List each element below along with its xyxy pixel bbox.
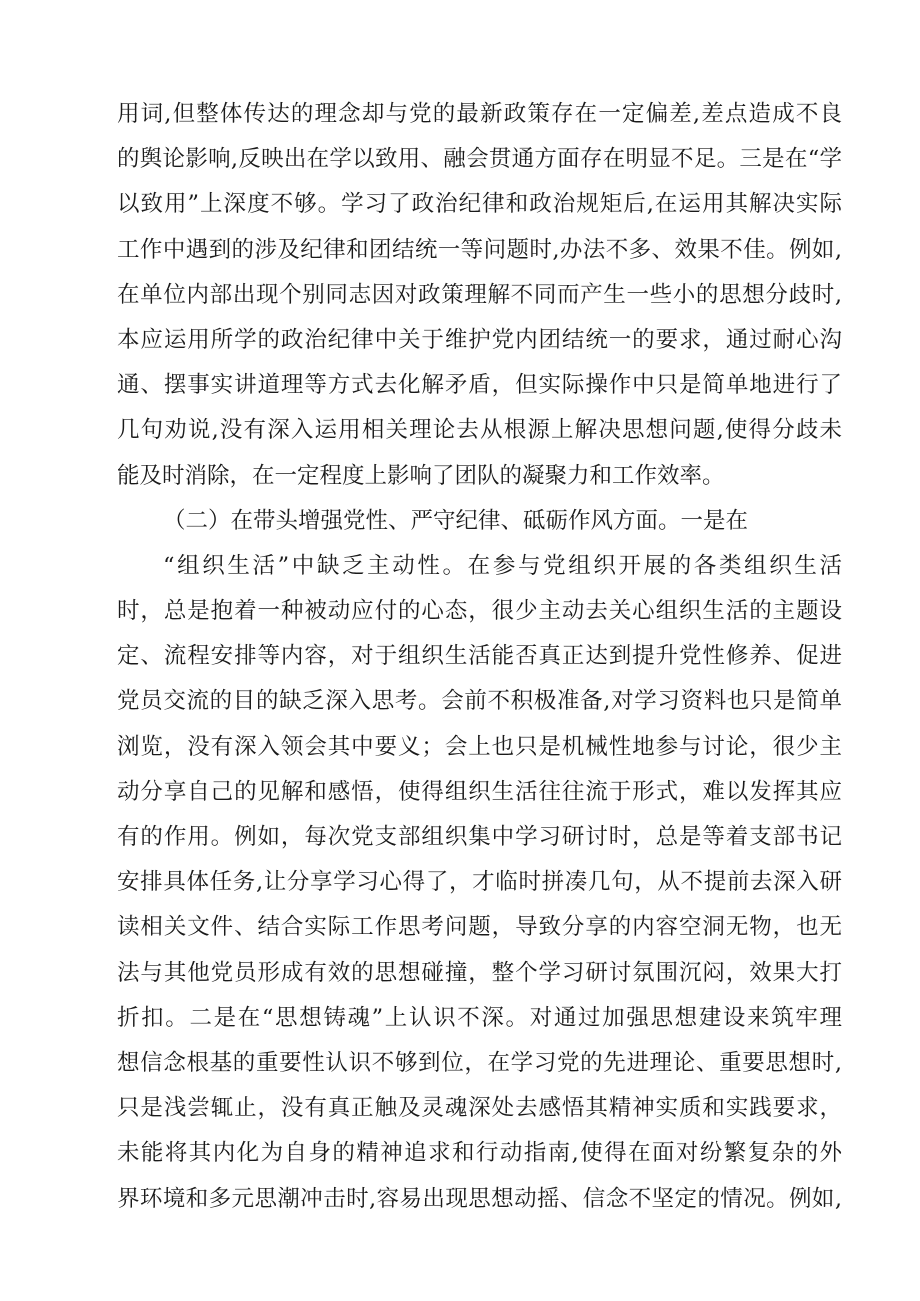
text-line: 想信念根基的重要性认识不够到位，在学习党的先进理论、重要思想时, <box>117 1049 842 1076</box>
text-line: “组织生活”中缺乏主动性。在参与党组织开展的各类组织生活 <box>163 552 842 579</box>
text-line: 用词,但整体传达的理念却与党的最新政策存在一定偏差,差点造成不良 <box>117 101 842 127</box>
text-line: 几句劝说,没有深入运用相关理论去从根源上解决思想问题,使得分歧未 <box>117 417 842 444</box>
text-line: 定、流程安排等内容，对于组织生活能否真正达到提升党性修养、促进 <box>117 643 842 670</box>
text-line: （二）在带头增强党性、严守纪律、砥砺作风方面。一是在 <box>163 507 749 534</box>
text-line: 在单位内部出现个别同志因对政策理解不同而产生一些小的思想分歧时, <box>117 281 842 308</box>
text-line: 以致用”上深度不够。学习了政治纪律和政治规矩后,在运用其解决实际 <box>117 191 842 218</box>
text-line: 党员交流的目的缺乏深入思考。会前不积极准备,对学习资料也只是简单 <box>117 688 842 715</box>
text-line: 折扣。二是在“思想铸魂”上认识不深。对通过加强思想建设来筑牢理 <box>117 1004 842 1031</box>
text-line: 本应运用所学的政治纪律中关于维护党内团结统一的要求，通过耐心沟 <box>117 326 842 353</box>
text-line: 浏览，没有深入领会其中要义；会上也只是机械性地参与讨论，很少主 <box>117 733 842 760</box>
text-line: 读相关文件、结合实际工作思考问题，导致分享的内容空洞无物，也无 <box>117 914 842 941</box>
text-line: 时，总是抱着一种被动应付的心态，很少主动去关心组织生活的主题设 <box>117 598 842 625</box>
body-text <box>117 92 842 1222</box>
text-line: 通、摆事实讲道理等方式去化解矛盾，但实际操作中只是简单地进行了 <box>117 372 842 399</box>
text-line: 界环境和多元思潮冲击时,容易出现思想动摇、信念不坚定的情况。例如, <box>117 1185 842 1212</box>
text-line: 能及时消除，在一定程度上影响了团队的凝聚力和工作效率。 <box>117 462 725 489</box>
text-line: 工作中遇到的涉及纪律和团结统一等问题时,办法不多、效果不佳。例如, <box>117 236 842 263</box>
text-line: 未能将其内化为自身的精神追求和行动指南,使得在面对纷繁复杂的外 <box>117 1140 842 1167</box>
text-line: 动分享自己的见解和感悟，使得组织生活往往流于形式，难以发挥其应 <box>117 778 842 805</box>
text-line: 的舆论影响,反映出在学以致用、融会贯通方面存在明显不足。三是在“学 <box>117 146 842 173</box>
text-line: 有的作用。例如，每次党支部组织集中学习研讨时，总是等着支部书记 <box>117 824 842 850</box>
text-line: 法与其他党员形成有效的思想碰撞，整个学习研讨氛围沉闷，效果大打 <box>117 959 842 986</box>
text-line: 安排具体任务,让分享学习心得了，才临时拼凑几句，从不提前去深入研 <box>117 869 842 896</box>
text-line: 只是浅尝辄止，没有真正触及灵魂深处去感悟其精神实质和实践要求， <box>117 1095 842 1122</box>
